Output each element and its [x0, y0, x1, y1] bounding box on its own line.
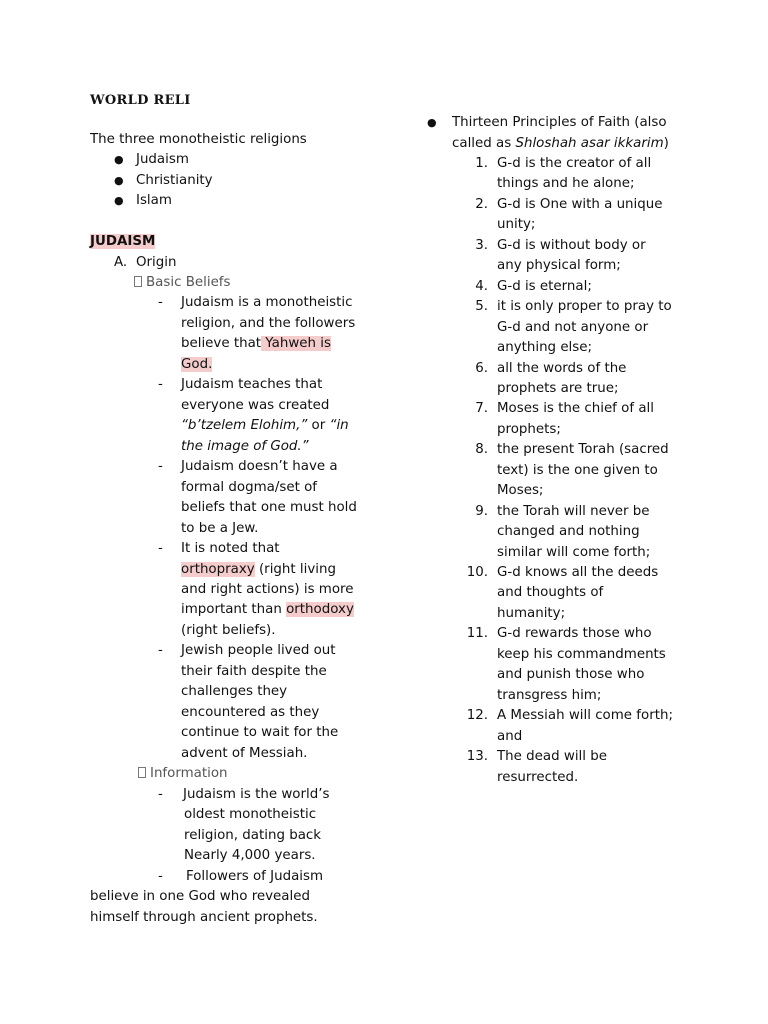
- principle-line: similar will come forth;: [497, 544, 651, 560]
- belief-line: challenges they: [181, 684, 288, 699]
- principle-number: 8.: [475, 442, 488, 458]
- principle-line: G-d is One with a unique: [497, 196, 663, 212]
- principle-number: 10.: [466, 565, 488, 580]
- principle-line: prophets are true;: [497, 380, 619, 396]
- missing-glyph-icon: [134, 276, 142, 287]
- belief-line: (right beliefs).: [181, 623, 276, 638]
- highlight-orthopraxy: orthopraxy: [181, 562, 255, 577]
- principle-line: humanity;: [497, 605, 566, 621]
- dash-marker: -: [158, 643, 163, 658]
- principle-number: 1.: [475, 156, 488, 171]
- basic-beliefs-heading: Basic Beliefs: [134, 273, 231, 294]
- belief-line: orthopraxy (right living: [181, 562, 336, 577]
- belief-line: encountered as they: [181, 705, 320, 720]
- section-heading-judaism: JUDAISM: [90, 234, 156, 249]
- religion-item-christianity: Christianity: [136, 173, 213, 188]
- belief-line: Jewish people lived out: [181, 643, 336, 658]
- information-heading: Information: [138, 764, 228, 785]
- principle-line: G-d rewards those who: [497, 626, 652, 642]
- principle-number: 2.: [475, 196, 488, 212]
- bullet-dot: ●: [114, 174, 124, 187]
- belief-line: advent of Messiah.: [181, 746, 308, 761]
- principle-line: G-d knows all the deeds: [497, 565, 659, 580]
- principle-line: and punish those who: [497, 667, 645, 683]
- dash-marker: -: [158, 295, 163, 310]
- belief-line: religion, and the followers: [181, 316, 356, 331]
- dash-marker: -: [158, 541, 163, 556]
- belief-line: important than orthodoxy: [181, 602, 354, 617]
- principles-intro-line: called as Shloshah asar ikkarim): [452, 136, 669, 151]
- highlight-god: God.: [181, 357, 213, 372]
- principle-line: resurrected.: [497, 769, 579, 785]
- info-line: religion, dating back: [184, 828, 322, 843]
- info-line: Judaism is the world’s: [183, 787, 330, 802]
- principle-line: and: [497, 728, 523, 744]
- missing-glyph-icon: [138, 767, 146, 778]
- principle-line: things and he alone;: [497, 176, 635, 192]
- belief-line: It is noted that: [181, 541, 280, 556]
- dash-marker: -: [158, 869, 163, 884]
- principle-line: and thoughts of: [497, 585, 604, 601]
- bullet-dot: ●: [114, 153, 124, 166]
- highlight-yahweh: Yahweh is: [261, 336, 331, 351]
- info-line: Followers of Judaism: [186, 869, 324, 884]
- principle-line: G-d and not anyone or: [497, 319, 649, 335]
- belief-line: Judaism doesn’t have a: [181, 459, 338, 474]
- origin-marker: A.: [114, 255, 128, 270]
- bullet-dot: ●: [114, 194, 124, 207]
- belief-line: believe that Yahweh is: [181, 336, 331, 351]
- principle-number: 6.: [475, 360, 488, 376]
- info-line: himself through ancient prophets.: [90, 910, 318, 925]
- religion-item-judaism: Judaism: [136, 152, 189, 167]
- belief-line: “b’tzelem Elohim,” or “in: [181, 418, 349, 433]
- principles-intro-line: Thirteen Principles of Faith (also: [452, 115, 667, 130]
- belief-line: Judaism teaches that: [181, 377, 323, 392]
- principle-line: G-d is without body or: [497, 237, 646, 253]
- highlight-orthodoxy: orthodoxy: [286, 602, 354, 617]
- belief-line: beliefs that one must hold: [181, 500, 357, 515]
- principle-line: it is only proper to pray to: [497, 299, 672, 315]
- belief-line: Judaism is a monotheistic: [181, 295, 353, 310]
- principle-line: keep his commandments: [497, 646, 666, 662]
- dash-marker: -: [158, 787, 163, 802]
- document-title: WORLD RELI: [90, 93, 191, 108]
- belief-line: to be a Jew.: [181, 521, 259, 536]
- principle-number: 7.: [475, 401, 488, 417]
- principle-line: all the words of the: [497, 360, 627, 376]
- principle-line: G-d is the creator of all: [497, 156, 652, 171]
- principle-line: text) is the one given to: [497, 462, 658, 478]
- belief-line: formal dogma/set of: [181, 480, 317, 495]
- intro-line: The three monotheistic religions: [90, 132, 307, 147]
- principle-number: 13.: [466, 749, 488, 765]
- principle-line: the Torah will never be: [497, 503, 650, 519]
- info-line: believe in one God who revealed: [90, 889, 310, 904]
- principle-line: the present Torah (sacred: [497, 442, 669, 458]
- principle-line: anything else;: [497, 340, 593, 356]
- principle-line: Moses is the chief of all: [497, 401, 654, 417]
- principle-number: 9.: [475, 503, 488, 519]
- belief-line: the image of God.”: [181, 439, 309, 454]
- principle-line: changed and nothing: [497, 524, 640, 540]
- origin-heading: Origin: [136, 255, 177, 270]
- principle-line: G-d is eternal;: [497, 278, 592, 294]
- belief-line: and right actions) is more: [181, 582, 354, 597]
- principle-number: 4.: [475, 278, 488, 294]
- principle-number: 5.: [475, 299, 488, 315]
- dash-marker: -: [158, 377, 163, 392]
- info-line: oldest monotheistic: [184, 807, 317, 822]
- principle-line: A Messiah will come forth;: [497, 708, 673, 724]
- principle-number: 11.: [466, 626, 488, 642]
- belief-line: their faith despite the: [181, 664, 327, 679]
- belief-line: [181, 355, 212, 376]
- belief-line: everyone was created: [181, 398, 330, 413]
- bullet-dot: ●: [427, 116, 437, 129]
- principle-line: prophets;: [497, 421, 561, 437]
- principle-line: unity;: [497, 217, 536, 233]
- principle-line: The dead will be: [497, 749, 607, 765]
- principle-line: any physical form;: [497, 258, 621, 274]
- belief-line: continue to wait for the: [181, 725, 339, 740]
- principle-line: Moses;: [497, 483, 544, 499]
- principle-number: 3.: [475, 237, 488, 253]
- principle-line: transgress him;: [497, 687, 602, 703]
- dash-marker: -: [158, 459, 163, 474]
- principle-number: 12.: [466, 708, 488, 724]
- religion-item-islam: Islam: [136, 193, 172, 208]
- info-line: Nearly 4,000 years.: [184, 848, 316, 863]
